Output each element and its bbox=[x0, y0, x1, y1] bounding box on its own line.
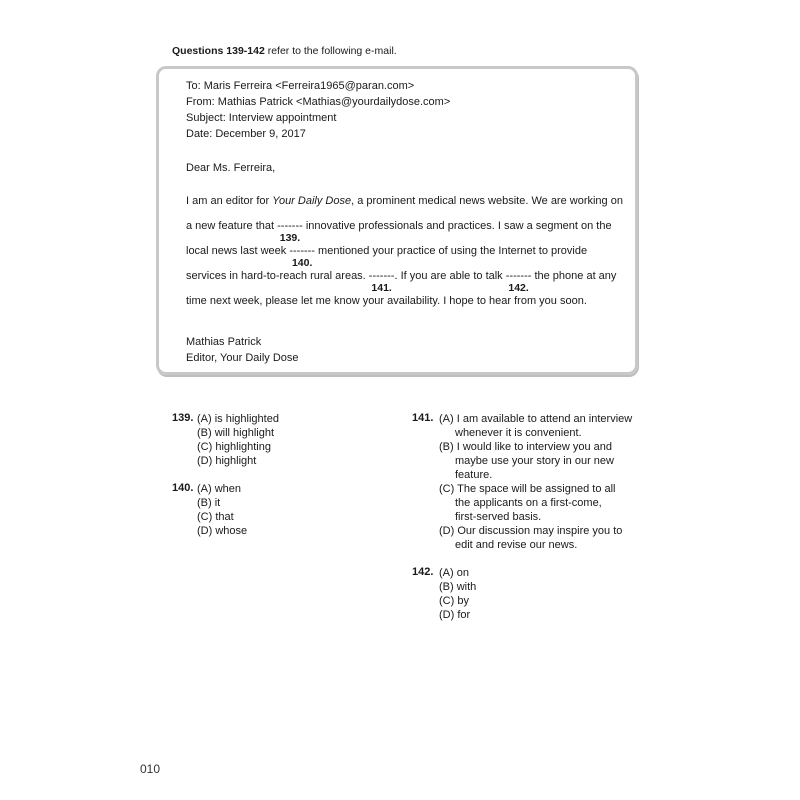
blank-142 bbox=[505, 270, 532, 294]
signature-title: Editor, Your Daily Dose bbox=[186, 352, 299, 364]
blank-label-142: 142. bbox=[508, 282, 529, 294]
blank-140 bbox=[289, 245, 315, 269]
intro-text: refer to the following e-mail. bbox=[264, 45, 397, 57]
text-segment: I am an editor for bbox=[186, 195, 273, 207]
publication-name: Your Daily Dose bbox=[272, 195, 352, 207]
text-segment: services in hard-to-reach rural areas. bbox=[186, 270, 369, 282]
blank-dashes: ------- bbox=[368, 270, 395, 282]
text-segment: innovative professionals and practices. I saw a segment on the bbox=[302, 220, 612, 232]
page-number: 010 bbox=[140, 762, 161, 776]
option-b[interactable]: (B) with bbox=[439, 581, 477, 593]
option-a[interactable]: (A) I am available to attend an interview bbox=[439, 413, 633, 425]
question-number: 141. bbox=[412, 412, 434, 424]
option-d[interactable]: (D) whose bbox=[197, 525, 248, 537]
question-number: 139. bbox=[172, 412, 194, 424]
option-d[interactable]: (D) highlight bbox=[197, 455, 257, 467]
email-paragraph-line-4 bbox=[186, 270, 617, 294]
option-b[interactable]: (B) it bbox=[197, 497, 221, 509]
option-d[interactable]: (D) for bbox=[439, 609, 471, 621]
email-paragraph-line-1 bbox=[186, 195, 623, 207]
signature-name: Mathias Patrick bbox=[186, 336, 262, 348]
blank-label-139: 139. bbox=[279, 232, 301, 244]
option-b-cont[interactable]: feature. bbox=[455, 469, 493, 481]
option-c-cont[interactable]: first-served basis. bbox=[455, 511, 542, 523]
option-a-cont[interactable]: whenever it is convenient. bbox=[455, 427, 582, 439]
email-greeting: Dear Ms. Ferreira, bbox=[186, 162, 276, 174]
text-segment: . If you are able to talk bbox=[394, 270, 506, 282]
blank-dashes: ------- bbox=[277, 220, 303, 232]
email-from: From: Mathias Patrick <Mathias@yourdailydose.com> bbox=[186, 96, 451, 108]
questions-range: Questions 139-142 bbox=[172, 45, 265, 57]
blank-label-141: 141. bbox=[371, 282, 392, 294]
option-c[interactable]: (C) by bbox=[439, 595, 469, 607]
option-a[interactable]: (A) on bbox=[439, 567, 469, 579]
option-c[interactable]: (C) The space will be assigned to all bbox=[439, 483, 616, 495]
text-segment: a new feature that bbox=[186, 220, 278, 232]
email-subject: Subject: Interview appointment bbox=[186, 112, 337, 124]
option-c[interactable]: (C) that bbox=[197, 511, 234, 523]
blank-dashes: ------- bbox=[289, 245, 315, 257]
questions-intro bbox=[172, 45, 397, 57]
text-segment: the phone at any bbox=[531, 270, 617, 282]
email-to: To: Maris Ferreira <Ferreira1965@paran.com> bbox=[186, 80, 415, 92]
option-a[interactable]: (A) is highlighted bbox=[197, 413, 279, 425]
option-c[interactable]: (C) highlighting bbox=[197, 441, 271, 453]
option-b[interactable]: (B) I would like to interview you and bbox=[439, 441, 613, 453]
text-segment: local news last week bbox=[186, 245, 290, 257]
email-paragraph-line-2 bbox=[186, 220, 612, 244]
email-date: Date: December 9, 2017 bbox=[186, 128, 306, 140]
blank-141 bbox=[368, 270, 395, 294]
email-paragraph-line-5: time next week, please let me know your availability. I hope to hear from you soon. bbox=[186, 295, 587, 307]
email-paragraph-line-3 bbox=[186, 245, 588, 269]
option-a[interactable]: (A) when bbox=[197, 483, 242, 495]
option-d-cont[interactable]: edit and revise our news. bbox=[455, 539, 578, 551]
blank-label-140: 140. bbox=[291, 257, 313, 269]
blank-139 bbox=[277, 220, 303, 244]
text-segment: mentioned your practice of using the Internet to provide bbox=[314, 245, 588, 257]
option-d[interactable]: (D) Our discussion may inspire you to bbox=[439, 525, 623, 537]
question-number: 142. bbox=[412, 566, 434, 578]
option-c-cont[interactable]: the applicants on a first-come, bbox=[455, 497, 602, 509]
option-b[interactable]: (B) will highlight bbox=[197, 427, 275, 439]
blank-dashes: ------- bbox=[505, 270, 532, 282]
text-segment: , a prominent medical news website. We are working on bbox=[351, 195, 623, 207]
question-number: 140. bbox=[172, 482, 194, 494]
option-b-cont[interactable]: maybe use your story in our new bbox=[455, 455, 614, 467]
